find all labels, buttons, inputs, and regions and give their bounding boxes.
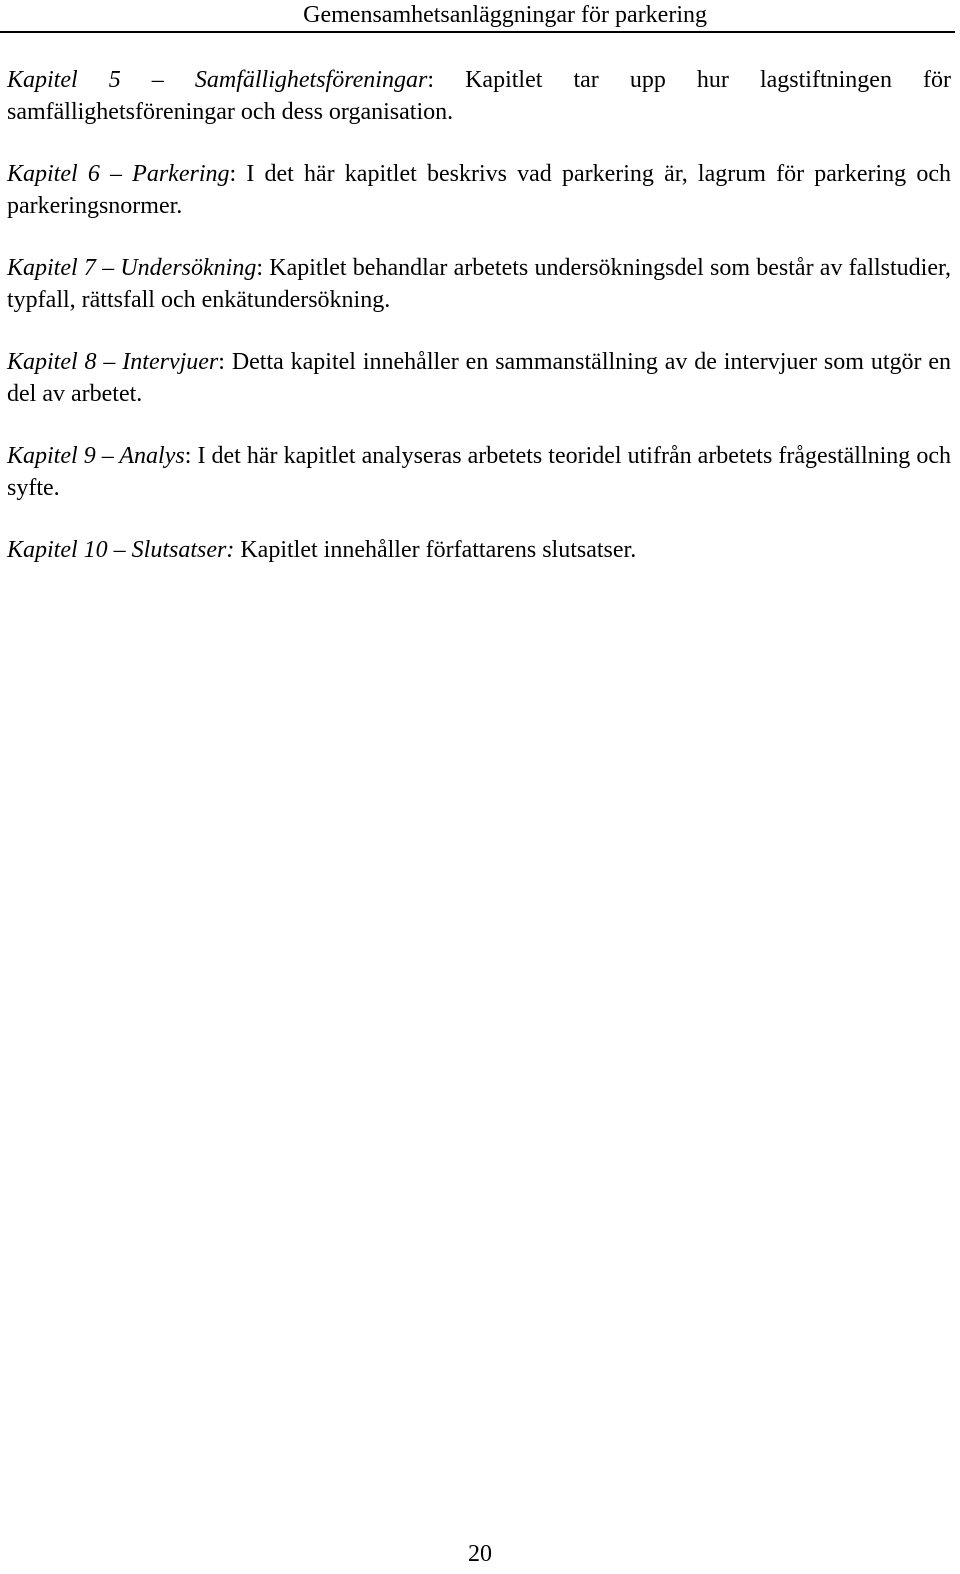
chapter-9-summary: [7, 440, 951, 504]
chapter-7-text: Kapitlet behandlar arbetets undersökningsdel som består av fallstudier, typfall, rättsfall och enkätundersökning.: [7, 255, 952, 313]
chapter-10-summary: [7, 534, 951, 566]
chapter-10-label: Kapitel 10 – Slutsatser:: [7, 537, 235, 563]
running-header-title: Gemensamhetsanläggningar för parkering: [303, 2, 707, 28]
chapter-8-text: Detta kapitel innehåller en sammanställning av de intervjuer som utgör en del av arbetet.: [7, 349, 952, 407]
chapter-7-label: Kapitel 7 – Undersökning: [7, 255, 257, 281]
chapter-5-text: Kapitlet tar upp hur lagstiftningen för samfällighetsföreningar och dess organisation.: [7, 67, 952, 125]
page-header: [0, 0, 955, 33]
chapter-8-label: Kapitel 8 – Intervjuer: [7, 349, 219, 375]
chapter-6-summary: [7, 158, 951, 222]
page-number: 20: [468, 1541, 492, 1567]
chapter-5-separator: :: [427, 67, 466, 93]
chapter-7-summary: [7, 252, 951, 316]
chapter-8-separator: :: [218, 349, 232, 375]
chapter-10-text: Kapitlet innehåller författarens slutsatser.: [240, 537, 637, 563]
chapter-9-separator: :: [184, 443, 198, 469]
document-body: [7, 64, 951, 596]
chapter-5-label: Kapitel 5 – Samfällighetsföreningar: [7, 67, 428, 93]
chapter-9-text: I det här kapitlet analyseras arbetets teoridel utifrån arbetets frågeställning och syfte.: [7, 443, 952, 501]
chapter-5-summary: [7, 64, 951, 128]
chapter-8-summary: [7, 346, 951, 410]
chapter-6-separator: :: [229, 161, 247, 187]
chapter-9-label: Kapitel 9 – Analys: [7, 443, 185, 469]
chapter-6-text: I det här kapitlet beskrivs vad parkering är, lagrum för parkering och parkeringsnormer.: [7, 161, 952, 219]
chapter-6-label: Kapitel 6 – Parkering: [7, 161, 230, 187]
chapter-7-separator: :: [256, 255, 270, 281]
